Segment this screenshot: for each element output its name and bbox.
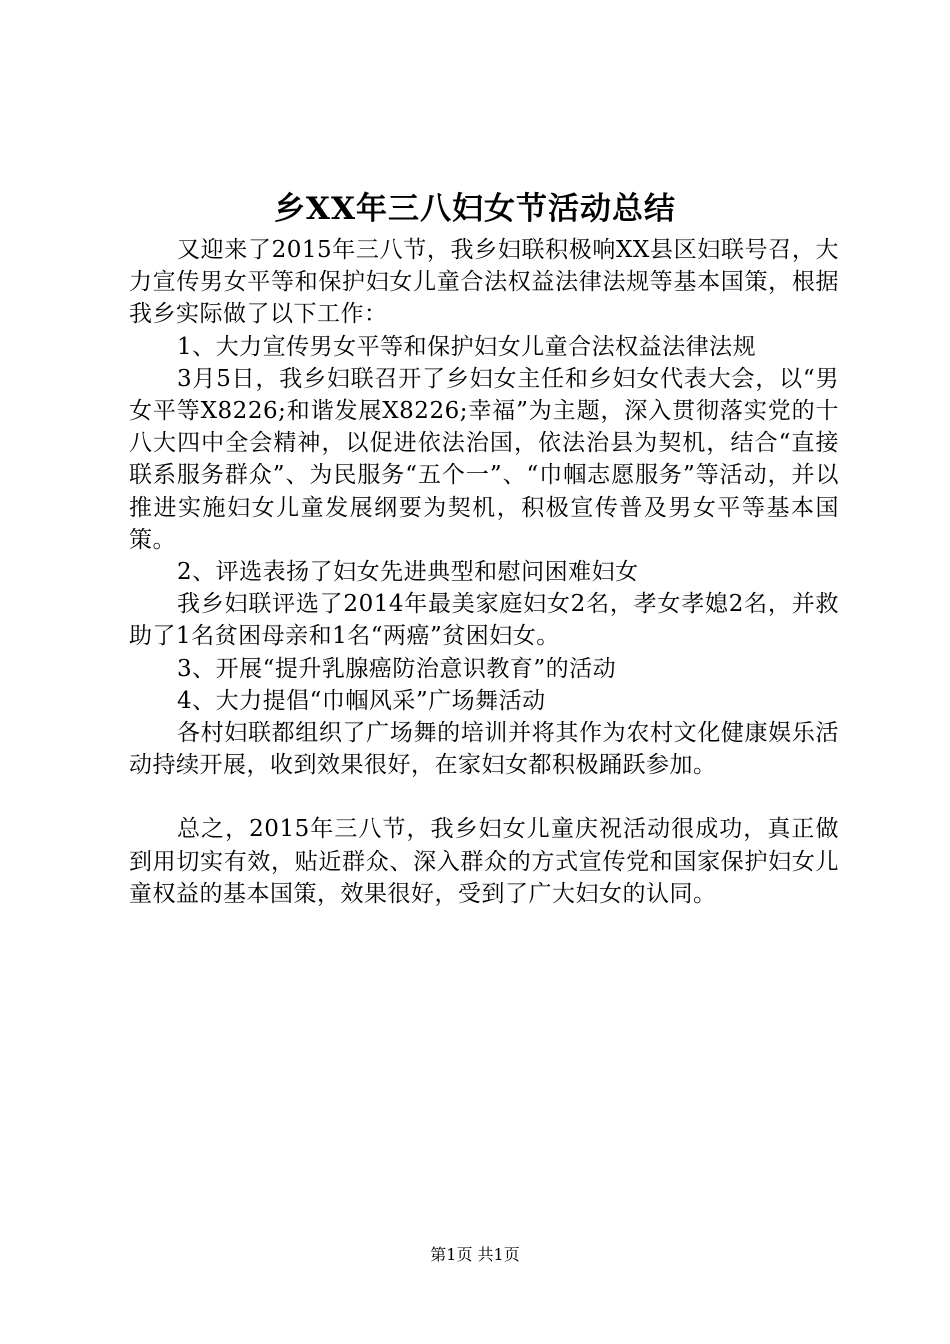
page-footer: 第1页 共1页	[430, 1245, 520, 1264]
document-title: 乡XX年三八妇女节活动总结	[273, 191, 677, 227]
paragraph-spacer	[129, 781, 839, 813]
section-heading-3: 3、开展“提升乳腺癌防治意识教育”的活动	[177, 655, 617, 682]
conclusion-paragraph: 总之，2015年三八节，我乡妇女儿童庆祝活动很成功，真正做到用切实有效，贴近群众、深入群众的方式宣传党和国家保护妇女儿童权益的基本国策，效果很好，受到了广大妇女的认同。	[129, 816, 839, 907]
section-paragraph-2: 我乡妇联评选了2014年最美家庭妇女2名，孝女孝媳2名，并救助了1名贫困母亲和1名“两癌”贫困妇女。	[129, 591, 839, 650]
section-heading-4: 4、大力提倡“巾帼风采”广场舞活动	[177, 687, 546, 714]
document-body	[129, 234, 839, 910]
section-paragraph-1: 3月5日，我乡妇联召开了乡妇女主任和乡妇女代表大会，以“男女平等X8226;和谐发展X8226;幸福”为主题，深入贯彻落实党的十八大四中全会精神，以促进依法治国，依法治县为契机，结合“直接联系服务群众”、为民服务“五个一”、“巾帼志愿服务”等活动，并以推进实施妇女儿童发展纲要为契机，积极宣传普及男女平等基本国策。	[129, 365, 839, 553]
section-heading-1: 1、大力宣传男女平等和保护妇女儿童合法权益法律法规	[177, 333, 757, 360]
intro-paragraph: 又迎来了2015年三八节，我乡妇联积极响XX县区妇联号召，大力宣传男女平等和保护妇女儿童合法权益法律法规等基本国策，根据我乡实际做了以下工作：	[129, 237, 839, 328]
section-heading-2: 2、评选表扬了妇女先进典型和慰问困难妇女	[177, 559, 639, 586]
section-paragraph-4: 各村妇联都组织了广场舞的培训并将其作为农村文化健康娱乐活动持续开展，收到效果很好，在家妇女都积极踊跃参加。	[129, 720, 839, 779]
